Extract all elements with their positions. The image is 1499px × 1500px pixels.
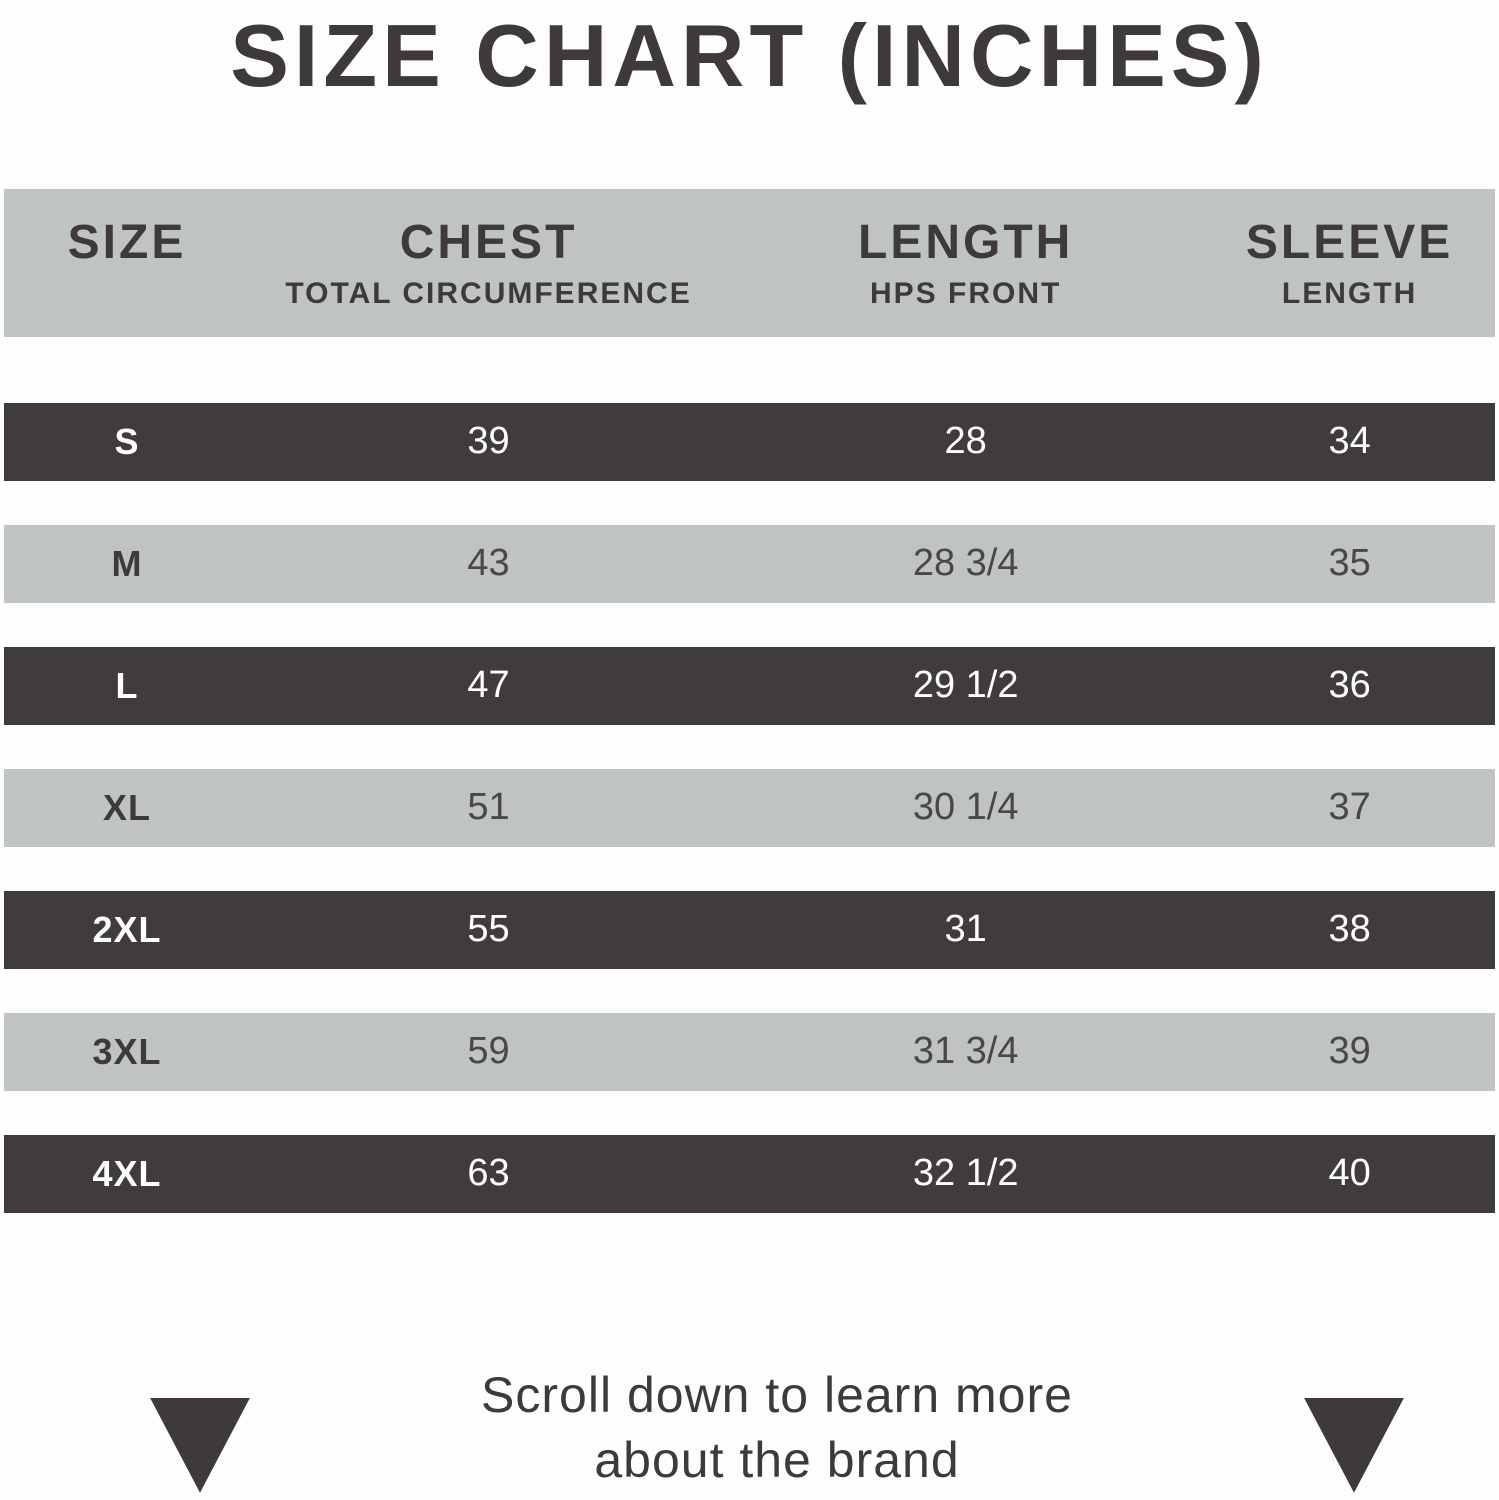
- column-label: SLEEVE: [1245, 215, 1454, 269]
- column-label: CHEST: [399, 215, 578, 269]
- table-row: [4, 403, 1495, 481]
- size-cell: 4XL: [92, 1152, 162, 1194]
- header-sleeve-column: [1204, 215, 1495, 311]
- table-body: [0, 403, 1499, 1213]
- header-length-column: [727, 215, 1204, 311]
- sleeve-cell: 39: [1328, 1030, 1371, 1073]
- sleeve-cell: 38: [1328, 908, 1371, 951]
- header-size-column: [4, 215, 250, 311]
- chest-cell: 39: [467, 420, 510, 463]
- sleeve-cell: 36: [1328, 664, 1371, 707]
- scroll-down-left-triangle-icon: [150, 1398, 250, 1493]
- column-sublabel: LENGTH: [1281, 276, 1418, 310]
- column-sublabel: HPS FRONT: [869, 276, 1062, 310]
- sleeve-cell: 34: [1328, 420, 1371, 463]
- length-cell: 28: [944, 420, 987, 463]
- table-row: [4, 1013, 1495, 1091]
- chest-cell: 47: [467, 664, 510, 707]
- length-cell: 30 1/4: [912, 786, 1019, 829]
- scroll-down-right-triangle-icon: [1304, 1398, 1404, 1493]
- length-cell: 28 3/4: [912, 542, 1019, 585]
- table-header: [4, 189, 1495, 337]
- size-cell: M: [111, 542, 143, 584]
- header-chest-column: [250, 215, 727, 311]
- length-cell: 31 3/4: [912, 1030, 1019, 1073]
- sleeve-cell: 35: [1328, 542, 1371, 585]
- sleeve-cell: 37: [1328, 786, 1371, 829]
- footer-text: [481, 1363, 1073, 1493]
- column-label: LENGTH: [858, 215, 1074, 269]
- chest-cell: 55: [467, 908, 510, 951]
- page-title: SIZE CHART (INCHES): [230, 6, 1269, 105]
- length-cell: 29 1/2: [912, 664, 1019, 707]
- size-cell: 2XL: [92, 908, 162, 950]
- table-row: [4, 647, 1495, 725]
- footer-line-2: about the brand: [594, 1431, 960, 1488]
- length-cell: 32 1/2: [912, 1152, 1019, 1195]
- chest-cell: 43: [467, 542, 510, 585]
- table-row: [4, 769, 1495, 847]
- size-cell: 3XL: [92, 1030, 162, 1072]
- chest-cell: 51: [467, 786, 510, 829]
- sleeve-cell: 40: [1328, 1152, 1371, 1195]
- size-cell: XL: [102, 786, 151, 828]
- table-row: [4, 891, 1495, 969]
- footer: [0, 1363, 1499, 1493]
- column-sublabel: TOTAL CIRCUMFERENCE: [285, 276, 692, 310]
- table-row: [4, 525, 1495, 603]
- size-cell: S: [114, 420, 140, 462]
- table-row: [4, 1135, 1495, 1213]
- footer-line-1: Scroll down to learn more: [481, 1366, 1073, 1423]
- column-label: SIZE: [67, 215, 187, 269]
- chest-cell: 63: [467, 1152, 510, 1195]
- chest-cell: 59: [467, 1030, 510, 1073]
- length-cell: 31: [944, 908, 987, 951]
- size-cell: L: [115, 664, 139, 706]
